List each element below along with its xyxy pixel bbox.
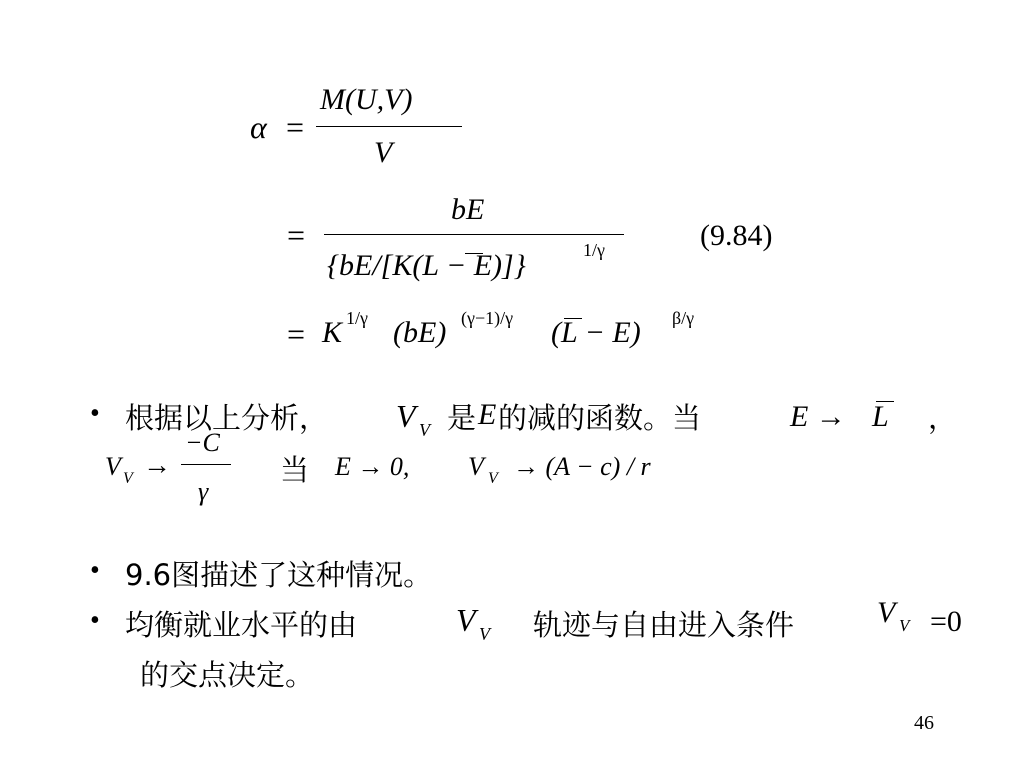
arrow: →: [143, 450, 171, 481]
bullet-dot: •: [90, 605, 100, 636]
bullet-text: 轨迹与自由进入条件: [533, 608, 795, 642]
bullet-comma: ，: [928, 401, 958, 435]
fraction-numerator: bE: [451, 193, 485, 226]
equals-zero: =0: [930, 605, 962, 638]
equals-sign: =: [287, 217, 306, 253]
vv-symbol: V: [396, 398, 416, 434]
bullet-text: 的减的函数。当: [498, 401, 702, 435]
bullet-text: 是: [447, 401, 477, 435]
fraction-denominator: γ: [198, 477, 209, 506]
equation-number: (9.84): [700, 219, 773, 252]
fraction-numerator: M(U,V): [320, 83, 413, 116]
fraction-denominator: V: [374, 136, 393, 169]
K-symbol: K: [322, 316, 343, 349]
L-E-term: (L − E): [551, 316, 641, 349]
bullet-text: 9.6图描述了这种情况。: [125, 558, 433, 592]
bullet-dot: •: [90, 398, 100, 429]
overline: [876, 401, 894, 402]
fraction-bar: [316, 126, 462, 127]
alpha-symbol: α: [250, 109, 267, 145]
exponent: 1/γ: [346, 308, 368, 328]
vv-subscript: V: [899, 616, 910, 635]
E-limit: E → 0,: [335, 452, 410, 481]
bullet-text: 根据以上分析，: [125, 401, 329, 435]
exponent: (γ−1)/γ: [461, 308, 514, 328]
limit-expression: E →: [790, 400, 846, 433]
equals-sign: =: [286, 109, 305, 145]
fraction-bar: [324, 234, 624, 235]
fraction-bar: [181, 464, 231, 465]
vv-subscript: V: [419, 420, 430, 440]
vv-symbol: V: [105, 452, 121, 481]
exponent: 1/γ: [583, 240, 605, 260]
dang-text: 当: [280, 453, 310, 487]
rhs-expression: → (A − c) / r: [513, 452, 651, 481]
bullet-text: 均衡就业水平的由: [125, 608, 358, 642]
exponent: β/γ: [672, 308, 695, 328]
fraction-denominator: {bE/[K(L − E)]}: [327, 249, 526, 282]
vv-symbol: V: [877, 596, 896, 629]
vv-subscript: V: [123, 470, 133, 487]
equals-sign: =: [287, 316, 306, 352]
vv-subscript: V: [479, 624, 490, 644]
overline: [564, 318, 582, 319]
L-bar-symbol: L: [872, 400, 889, 433]
bullet-text-continued: 的交点决定。: [140, 658, 315, 692]
vv-symbol: V: [456, 602, 476, 638]
slide-number: 46: [914, 712, 934, 734]
overline: [465, 253, 483, 254]
e-symbol: E: [478, 398, 497, 431]
vv-symbol: V: [468, 452, 484, 481]
bullet-dot: •: [90, 555, 100, 586]
bE-term: (bE): [393, 316, 447, 349]
vv-subscript: V: [488, 470, 498, 487]
fraction-numerator: −C: [185, 428, 220, 457]
